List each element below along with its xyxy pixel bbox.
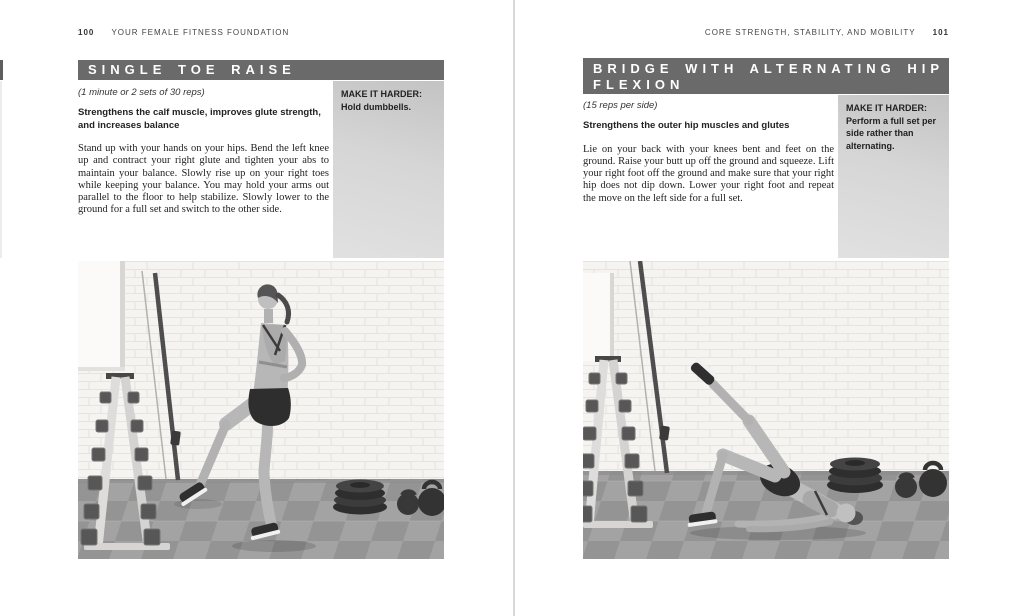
sidebar-text: Hold dumbbells. [341,101,412,112]
sidebar-heading: MAKE IT HARDER: [341,89,422,99]
previous-page-edge-dark [0,60,3,80]
running-header-left [78,28,444,37]
exercise-title-bar [583,58,949,94]
exercise-photo-single-toe-raise [78,261,444,559]
page-number: 100 [78,28,95,37]
make-it-harder-box [333,81,444,258]
benefit-line: Strengthens the outer hip muscles and glutes [583,120,790,131]
weight-plates [827,458,883,494]
previous-page-edge-light [0,81,2,258]
page-left [78,0,444,616]
page-number: 101 [932,28,949,37]
instructions-paragraph: Lie on your back with your knees bent and feet on the ground. Raise your butt up off the ground and squeeze. Lift your right foot off the ground and make sure that your right hip does not dip down. Lower your right foot and repeat the move on the left side for a full set. [583,143,834,204]
instructions-paragraph: Stand up with your hands on your hips. Bend the left knee up and contract your right glute and tighten your abs to maintain your balance. Slowly rise up on your right toes while keeping your balance. You may hold your arms out parallel to the floor to help stabilize. Slowly lower to the ground for a full set and switch to the other side. [78,143,329,216]
page-gutter-divider [513,0,515,616]
photo-illustration [583,261,949,559]
reps-line: (15 reps per side) [583,100,658,111]
sidebar-heading: MAKE IT HARDER: [846,103,927,113]
exercise-title: SINGLE TOE RAISE [88,62,296,77]
weight-plates [333,480,387,515]
sidebar-text: Perform a full set per side rather than alternating. [846,115,937,151]
running-header-text: YOUR FEMALE FITNESS FOUNDATION [111,28,290,37]
running-header-text: CORE STRENGTH, STABILITY, AND MOBILITY [704,28,916,37]
page-right [583,0,949,616]
photo-illustration [78,261,444,559]
text-column [583,95,836,205]
exercise-title-bar [78,60,444,80]
running-header-right [583,28,949,37]
make-it-harder-box [838,95,949,258]
text-column [78,82,331,217]
benefit-line: Strengthens the calf muscle, improves glute strength, and increases balance [78,107,321,131]
reps-line: (1 minute or 2 sets of 30 reps) [78,87,205,98]
exercise-title: BRIDGE WITH ALTERNATING HIP FLEXION [593,61,944,92]
exercise-photo-bridge-hip-flexion [583,261,949,559]
